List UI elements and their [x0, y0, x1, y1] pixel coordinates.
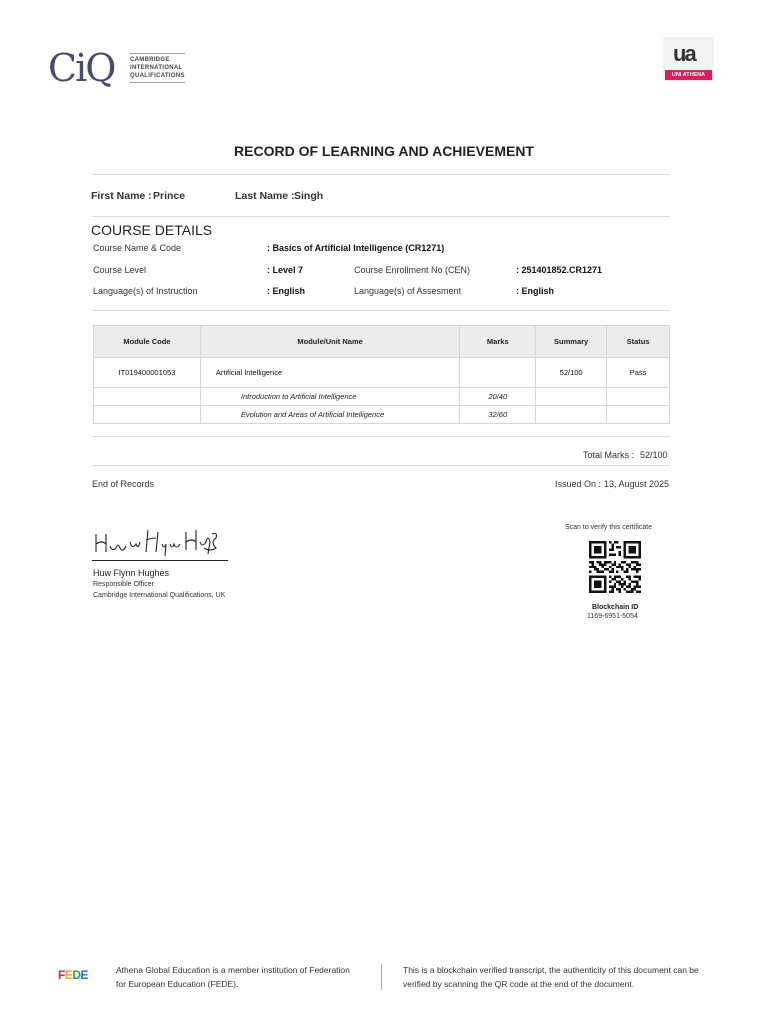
unit-name-cell: Evolution and Areas of Artificial Intelligence — [200, 406, 459, 424]
total-marks-value: 52/100 — [640, 450, 668, 460]
footer-membership-line-1: Athena Global Education is a member institution of Federation — [116, 965, 350, 975]
table-row — [94, 388, 670, 406]
header-marks: Marks — [460, 326, 536, 358]
signature-image — [92, 520, 222, 558]
signature-line — [92, 560, 228, 561]
last-name-value: Singh — [294, 190, 324, 202]
language-instruction-value: : English — [267, 286, 305, 296]
signatory-name: Huw Flynn Hughes — [93, 568, 170, 578]
fede-logo: FEDE — [58, 968, 89, 982]
ciq-logo-word-1: CAMBRIDGE — [130, 57, 170, 63]
blockchain-id-label: Blockchain ID — [592, 604, 639, 611]
course-name-value: : Basics of Artificial Intelligence (CR1271) — [267, 243, 445, 253]
ciq-logo — [48, 48, 188, 92]
module-table — [93, 325, 670, 424]
uni-athena-mark: ua — [673, 41, 695, 66]
divider — [92, 216, 670, 217]
module-name-cell: Artificial Intelligence — [200, 358, 459, 388]
issued-on-label: Issued On : — [555, 479, 602, 489]
footer-verification-line-2: verified by scanning the QR code at the end of the document. — [403, 979, 635, 989]
table-row — [94, 406, 670, 424]
unit-summary-cell — [536, 388, 607, 406]
cen-value: : 251401852.CR1271 — [516, 265, 603, 275]
divider — [92, 465, 670, 466]
signatory-role: Responsible Officer — [93, 581, 154, 588]
module-status-cell: Pass — [607, 358, 670, 388]
header-module-name: Module/Unit Name — [200, 326, 459, 358]
unit-name-cell: Introduction to Artificial Intelligence — [200, 388, 459, 406]
module-marks-cell — [460, 358, 536, 388]
language-instruction-label: Language(s) of Instruction — [93, 286, 198, 296]
unit-marks-cell: 20/40 — [460, 388, 536, 406]
language-assessment-value: : English — [516, 286, 554, 296]
unit-status-cell — [607, 388, 670, 406]
signatory-org: Cambridge International Qualifications, UK — [93, 592, 226, 599]
ciq-logo-words — [130, 53, 185, 83]
end-of-records: End of Records — [92, 479, 155, 489]
ciq-logo-mark: CiQ — [48, 46, 115, 90]
blockchain-id-value: 1169-6951-5054 — [587, 613, 638, 620]
divider — [92, 310, 670, 311]
unit-summary-cell — [536, 406, 607, 424]
unit-code-cell — [94, 388, 201, 406]
document-title: RECORD OF LEARNING AND ACHIEVEMENT — [234, 143, 534, 159]
language-assessment-label: Language(s) of Assesment — [354, 286, 462, 296]
header-module-code: Module Code — [94, 326, 201, 358]
qr-code[interactable] — [589, 541, 641, 593]
footer-membership-line-2: for European Education (FEDE). — [116, 979, 239, 989]
header-summary: Summary — [536, 326, 607, 358]
table-row — [94, 358, 670, 388]
module-summary-cell: 52/100 — [536, 358, 607, 388]
last-name-label: Last Name : — [235, 190, 295, 202]
first-name-value: Prince — [153, 190, 186, 202]
uni-athena-logo — [663, 37, 714, 82]
divider — [92, 436, 670, 437]
issued-on-value: 13, August 2025 — [604, 479, 670, 489]
divider — [92, 174, 670, 175]
uni-athena-band: UNI ATHENA — [665, 70, 712, 80]
course-level-value: : Level 7 — [267, 265, 304, 275]
module-code-cell: IT019400001053 — [94, 358, 201, 388]
total-marks-label: Total Marks : — [583, 450, 635, 460]
unit-code-cell — [94, 406, 201, 424]
scan-to-verify-text: Scan to verify this certificate — [565, 524, 653, 531]
first-name-label: First Name : — [91, 190, 152, 202]
course-name-label: Course Name & Code — [93, 243, 182, 253]
course-level-label: Course Level — [93, 265, 147, 275]
footer-verification-line-1: This is a blockchain verified transcript, the authenticity of this document can be — [403, 965, 699, 975]
ciq-logo-word-3: QUALIFICATIONS — [130, 73, 185, 79]
unit-marks-cell: 32/60 — [460, 406, 536, 424]
cen-label: Course Enrollment No (CEN) — [354, 265, 471, 275]
table-header-row — [94, 326, 670, 358]
footer-divider — [381, 964, 382, 990]
unit-status-cell — [607, 406, 670, 424]
ciq-logo-word-2: INTERNATIONAL — [130, 65, 183, 71]
course-details-heading: COURSE DETAILS — [91, 222, 213, 238]
header-status: Status — [607, 326, 670, 358]
